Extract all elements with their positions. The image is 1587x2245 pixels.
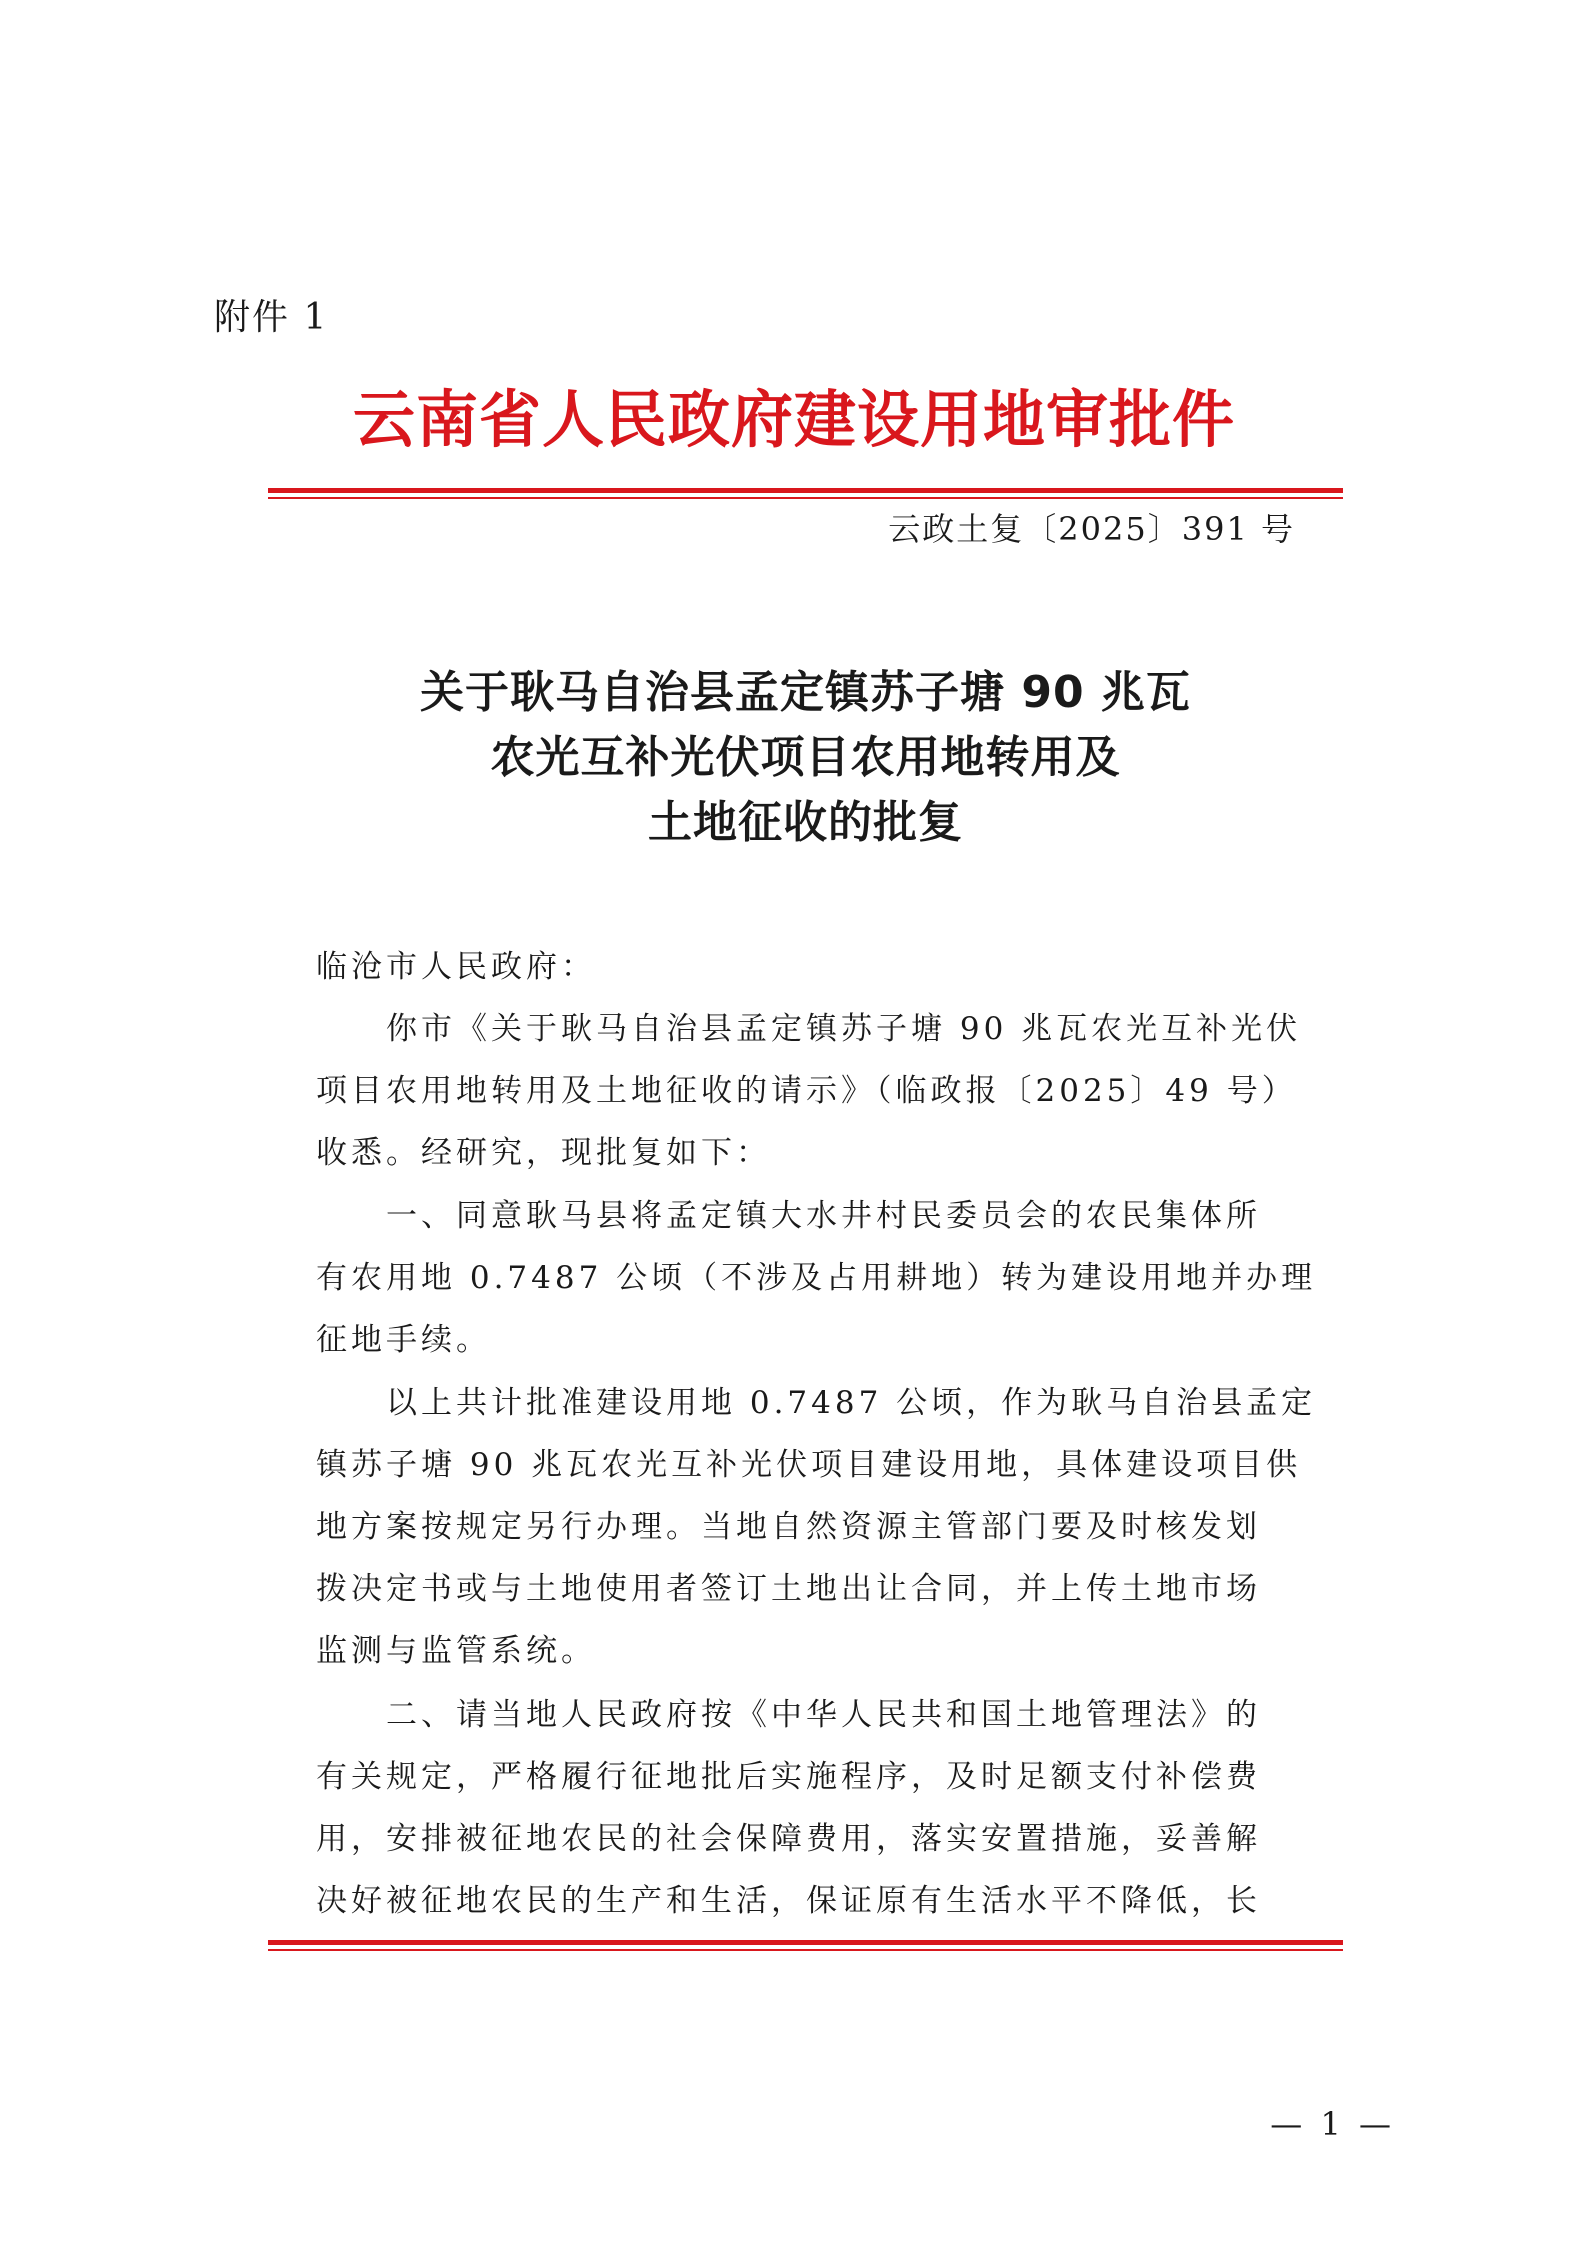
addressee: 临沧市人民政府： (316, 949, 596, 985)
paragraph-line: 以上共计批准建设用地 0.7487 公顷，作为耿马自治县孟定 (316, 1385, 1317, 1421)
header-red-rule-thick (268, 488, 1343, 493)
page-number: — 1 — (1270, 2105, 1395, 2143)
paragraph-line: 收悉。经研究，现批复如下： (316, 1135, 771, 1171)
paragraph-line: 用，安排被征地农民的社会保障费用，落实安置措施，妥善解 (316, 1821, 1261, 1857)
document-header-title: 云南省人民政府建设用地审批件 (352, 383, 1235, 456)
paragraph-line: 项目农用地转用及土地征收的请示》（临政报〔2025〕49 号） (316, 1073, 1297, 1109)
paragraph-line: 你市《关于耿马自治县孟定镇苏子塘 90 兆瓦农光互补光伏 (316, 1011, 1302, 1047)
paragraph-line: 有关规定，严格履行征地批后实施程序，及时足额支付补偿费 (316, 1759, 1261, 1795)
paragraph-item-two (316, 1684, 1316, 1932)
paragraph-line: 镇苏子塘 90 兆瓦农光互补光伏项目建设用地，具体建设项目供 (316, 1447, 1302, 1483)
footer-red-rule-thin (268, 1949, 1343, 1951)
footer-red-rule-thick (268, 1940, 1343, 1945)
document-title-line: 土地征收的批复 (648, 797, 963, 848)
paragraph-approved-land (316, 1372, 1316, 1682)
attachment-label: 附件 1 (214, 297, 329, 338)
paragraph-line: 征地手续。 (316, 1322, 491, 1358)
paragraph-line: 有农用地 0.7487 公顷（不涉及占用耕地）转为建设用地并办理 (316, 1260, 1317, 1296)
paragraph-line: 拨决定书或与土地使用者签订土地出让合同，并上传土地市场 (316, 1571, 1261, 1607)
paragraph-line: 一、同意耿马县将孟定镇大水井村民委员会的农民集体所 (316, 1198, 1261, 1234)
document-title-line: 关于耿马自治县孟定镇苏子塘 90 兆瓦 (420, 667, 1191, 718)
paragraph-line: 监测与监管系统。 (316, 1633, 596, 1669)
paragraph-line: 决好被征地农民的生产和生活，保证原有生活水平不降低，长 (316, 1883, 1261, 1919)
document-title (268, 660, 1343, 855)
document-number: 云政土复〔2025〕391 号 (888, 510, 1295, 548)
header-red-rule-thin (268, 497, 1343, 499)
paragraph-request-acknowledged (316, 998, 1316, 1184)
paragraph-line: 地方案按规定另行办理。当地自然资源主管部门要及时核发划 (316, 1509, 1261, 1545)
document-title-line: 农光互补光伏项目农用地转用及 (490, 732, 1121, 783)
paragraph-line: 二、请当地人民政府按《中华人民共和国土地管理法》的 (316, 1697, 1261, 1733)
paragraph-item-one (316, 1185, 1316, 1371)
